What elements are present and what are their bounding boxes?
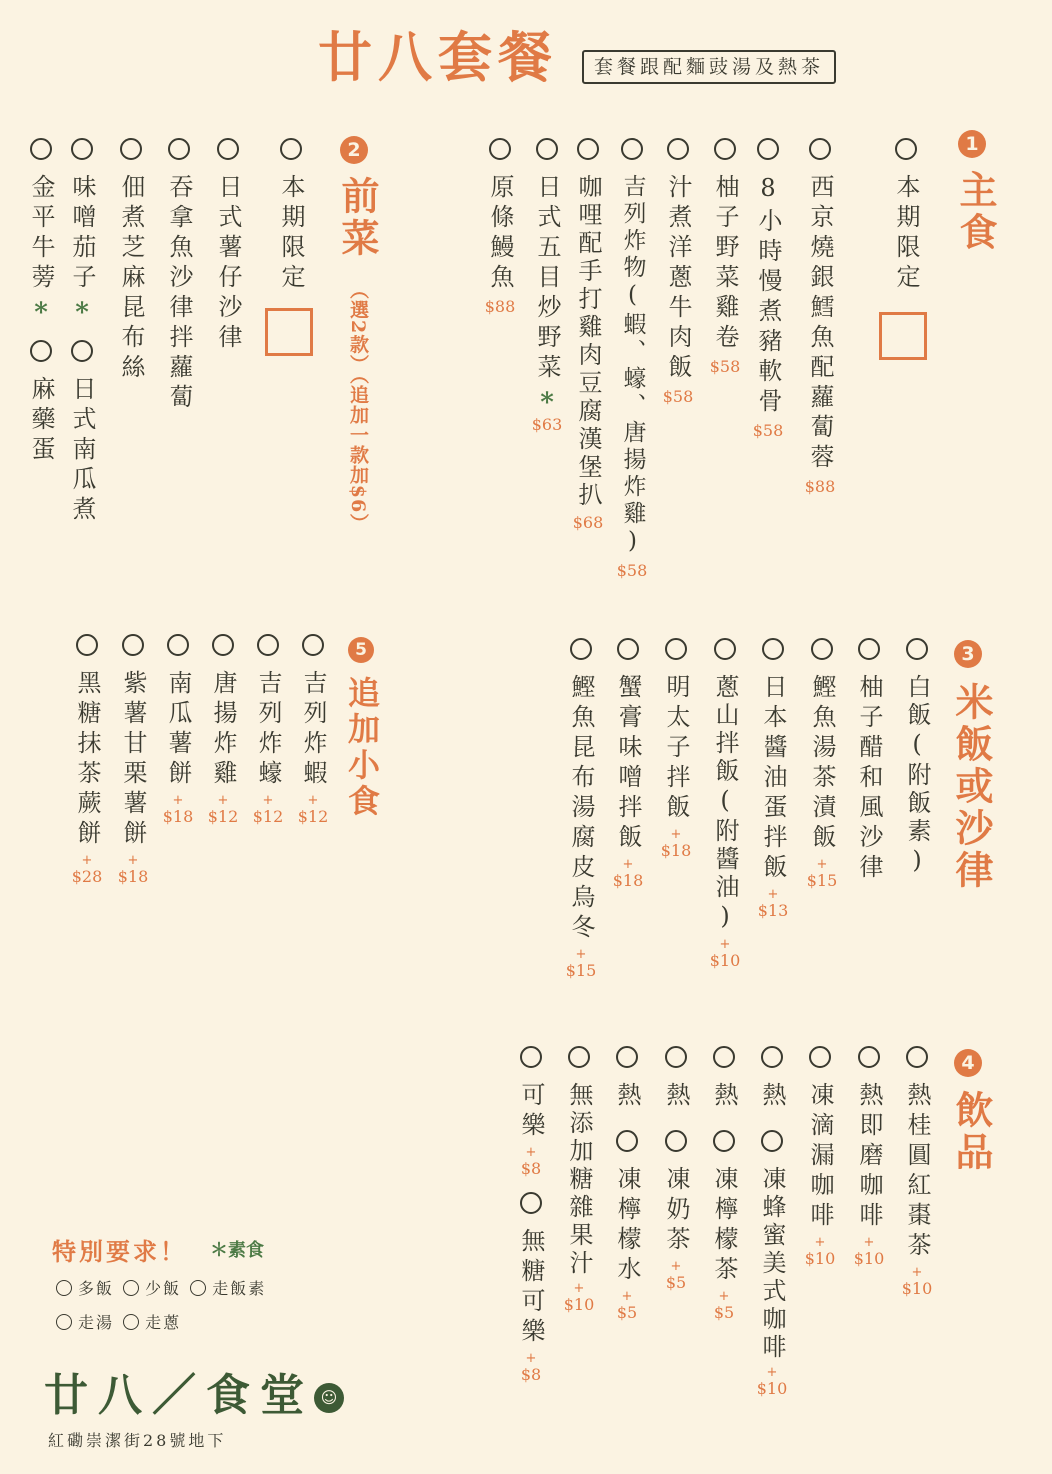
special-request-title: 特別要求！: [52, 1237, 187, 1266]
item-name: 日式五目炒野菜: [533, 174, 561, 384]
checkbox[interactable]: [71, 138, 93, 160]
checkbox[interactable]: [714, 138, 736, 160]
option-label: 走蔥: [145, 1313, 182, 1332]
checkbox[interactable]: [761, 1046, 783, 1068]
rice-item[interactable]: 蟹膏味噌拌飯 + $18: [613, 638, 643, 890]
checkbox[interactable]: [809, 138, 831, 160]
item-name-extra: 凍奶茶: [662, 1166, 690, 1256]
section-number-4: 4: [954, 1049, 982, 1077]
checkbox[interactable]: [762, 638, 784, 660]
item-name: 日本醬油蛋拌飯: [759, 674, 787, 884]
item-price: $12: [207, 807, 239, 826]
item-price: $10: [709, 951, 741, 970]
checkbox[interactable]: [617, 638, 639, 660]
main-item[interactable]: [663, 138, 693, 406]
section-number-3: 3: [954, 640, 982, 668]
item-name: 白飯(附飯素): [903, 674, 931, 878]
item-price: $15: [806, 871, 838, 890]
limited-item-box: [265, 308, 313, 356]
drink-item[interactable]: 可樂 + $8 無糖可樂 + $8: [516, 1046, 546, 1384]
item-name-extra: 日式南瓜煮: [68, 376, 96, 526]
snack-item[interactable]: 吉列炸蝦 + $12: [298, 634, 328, 826]
special-options-row-2: [54, 1310, 181, 1333]
checkbox[interactable]: [621, 138, 643, 160]
checkbox[interactable]: [302, 634, 324, 656]
drink-item[interactable]: 熱 凍蜂蜜美式咖啡 + $10: [757, 1046, 787, 1398]
item-price: $58: [709, 357, 741, 376]
item-price: $10: [853, 1249, 885, 1268]
checkbox[interactable]: [217, 138, 239, 160]
item-price: $63: [531, 415, 563, 434]
item-price: $68: [572, 513, 604, 532]
item-name: 原條鰻魚: [486, 174, 514, 294]
item-price: $12: [252, 807, 284, 826]
checkbox[interactable]: [120, 138, 142, 160]
checkbox[interactable]: [280, 138, 302, 160]
checkbox[interactable]: [76, 634, 98, 656]
checkbox[interactable]: [809, 1046, 831, 1068]
item-price: $58: [616, 561, 648, 580]
item-name: 唐揚炸雞: [209, 670, 237, 790]
item-price: $58: [662, 387, 694, 406]
section-title-rice: 米飯或沙律: [949, 682, 994, 892]
item-name: 汁煮洋蔥牛肉飯: [664, 174, 692, 384]
item-name: 熱: [662, 1082, 690, 1112]
main-item[interactable]: [805, 138, 835, 496]
item-name-extra: 無糖可樂: [517, 1228, 545, 1348]
item-name: 熱: [613, 1082, 641, 1112]
item-price: $5: [616, 1303, 638, 1322]
option-label: 走飯素: [212, 1279, 267, 1298]
checkbox[interactable]: [30, 138, 52, 160]
section-number-1: 1: [958, 130, 986, 158]
section-number-2: 2: [340, 136, 368, 164]
item-name: 熱桂圓紅棗茶: [903, 1082, 931, 1262]
section-title-drinks: 飲品: [949, 1090, 994, 1174]
checkbox[interactable]: [714, 638, 736, 660]
menu-subtitle: 套餐跟配麵豉湯及熱茶: [582, 50, 836, 84]
appetizer-item[interactable]: [276, 138, 306, 356]
snack-item[interactable]: 南瓜薯餅 + $18: [163, 634, 193, 826]
checkbox[interactable]: [71, 340, 93, 362]
drink-item[interactable]: 熱 凍奶茶 + $5: [661, 1046, 691, 1292]
checkbox[interactable]: [536, 138, 558, 160]
checkbox[interactable]: [616, 1130, 638, 1152]
checkbox[interactable]: [713, 1046, 735, 1068]
checkbox[interactable]: [713, 1130, 735, 1152]
item-price: $10: [804, 1249, 836, 1268]
rice-item[interactable]: 鰹魚昆布湯腐皮烏冬 + $15: [566, 638, 596, 980]
checkbox[interactable]: [123, 1280, 139, 1296]
item-price: $5: [713, 1303, 735, 1322]
section-number-5: 5: [348, 637, 374, 663]
main-item[interactable]: [617, 138, 647, 580]
item-name: 熱: [710, 1082, 738, 1112]
item-name: 明太子拌飯: [662, 674, 690, 824]
item-price: $10: [756, 1379, 788, 1398]
item-price: $8: [520, 1159, 542, 1178]
item-name: 南瓜薯餅: [164, 670, 192, 790]
checkbox[interactable]: [616, 1046, 638, 1068]
item-price: $88: [484, 297, 516, 316]
item-name: 本期限定: [892, 174, 920, 294]
checkbox[interactable]: [190, 1280, 206, 1296]
checkbox[interactable]: [30, 340, 52, 362]
item-price: $18: [612, 871, 644, 890]
item-price: $18: [162, 807, 194, 826]
item-name: 熱即磨咖啡: [855, 1082, 883, 1232]
item-price: $8: [520, 1365, 542, 1384]
checkbox[interactable]: [895, 138, 917, 160]
drink-item[interactable]: 熱即磨咖啡 + $10: [854, 1046, 884, 1268]
section-title-appetizer: 前菜: [335, 176, 380, 260]
item-price: $88: [804, 477, 836, 496]
item-price: $18: [117, 867, 149, 886]
checkbox[interactable]: [167, 634, 189, 656]
checkbox[interactable]: [568, 1046, 590, 1068]
item-name: 金平牛蒡: [27, 174, 55, 294]
checkbox[interactable]: [577, 138, 599, 160]
item-price: $10: [901, 1279, 933, 1298]
checkbox[interactable]: [168, 138, 190, 160]
checkbox[interactable]: [665, 1046, 687, 1068]
item-name: 味噌茄子: [68, 174, 96, 294]
drink-item[interactable]: 熱桂圓紅棗茶 + $10: [902, 1046, 932, 1298]
vegetarian-mark: *: [34, 298, 48, 328]
item-name: 吉列炸蠔: [254, 670, 282, 790]
checkbox[interactable]: [667, 138, 689, 160]
item-name: 日式薯仔沙律: [214, 174, 242, 354]
item-price: $15: [565, 961, 597, 980]
item-name: 咖哩配手打雞肉豆腐漢堡扒: [574, 174, 602, 510]
rice-item[interactable]: 鰹魚湯茶漬飯 + $15: [807, 638, 837, 890]
item-name: 黑糖抹茶蕨餅: [73, 670, 101, 850]
vegetarian-legend: ＊素食: [210, 1240, 264, 1261]
item-price: $18: [660, 841, 692, 860]
item-name: 無添加糖雜果汁: [565, 1082, 593, 1278]
item-price: $13: [757, 901, 789, 920]
checkbox[interactable]: [212, 634, 234, 656]
rice-item[interactable]: 日本醬油蛋拌飯 + $13: [758, 638, 788, 920]
main-item[interactable]: [485, 138, 515, 316]
appetizer-item[interactable]: [164, 138, 194, 418]
checkbox[interactable]: [520, 1192, 542, 1214]
item-name: 蔥山拌飯(附醬油): [711, 674, 739, 934]
item-name-extra: 凍檸檬茶: [710, 1166, 738, 1286]
appetizer-item[interactable]: [213, 138, 243, 358]
item-name: 吉列炸蝦: [299, 670, 327, 790]
main-item[interactable]: [891, 138, 921, 360]
special-options-row-1: [54, 1276, 266, 1299]
checkbox[interactable]: [761, 1130, 783, 1152]
snack-item[interactable]: 黑糖抹茶蕨餅 + $28: [72, 634, 102, 886]
item-name: 8小時慢煮豬軟骨: [754, 174, 782, 418]
checkbox[interactable]: [257, 634, 279, 656]
checkbox[interactable]: [56, 1280, 72, 1296]
section-title-main: 主食: [953, 170, 998, 254]
address: 紅磡崇潔街28號地下: [48, 1431, 227, 1450]
option-label: 少飯: [145, 1279, 182, 1298]
checkbox[interactable]: [122, 634, 144, 656]
appetizer-item[interactable]: [67, 138, 97, 530]
snack-item[interactable]: 紫薯甘栗薯餅 + $18: [118, 634, 148, 886]
item-name: 佃煮芝麻昆布絲: [117, 174, 145, 384]
checkbox[interactable]: [665, 1130, 687, 1152]
appetizer-item[interactable]: [26, 138, 56, 470]
item-name: 可樂: [517, 1082, 545, 1142]
item-name-extra: 凍檸檬水: [613, 1166, 641, 1286]
rice-item[interactable]: [902, 638, 932, 882]
rice-item[interactable]: 明太子拌飯 + $18: [661, 638, 691, 860]
snack-item[interactable]: 吉列炸蠔 + $12: [253, 634, 283, 826]
item-name: 柚子野菜雞卷: [711, 174, 739, 354]
smile-icon: ☺: [314, 1383, 344, 1413]
checkbox[interactable]: [858, 1046, 880, 1068]
menu-title: 廿八套餐: [318, 25, 558, 89]
item-price: $58: [752, 421, 784, 440]
checkbox[interactable]: [811, 638, 833, 660]
checkbox[interactable]: [906, 1046, 928, 1068]
drink-item[interactable]: 凍滴漏咖啡 + $10: [805, 1046, 835, 1268]
item-name: 西京燒銀鱈魚配蘿蔔蓉: [806, 174, 834, 474]
item-price: $5: [665, 1273, 687, 1292]
main-item[interactable]: [710, 138, 740, 376]
checkbox[interactable]: [858, 638, 880, 660]
item-name: 熱: [758, 1082, 786, 1112]
item-name: 吉列炸物(蝦、蠔、唐揚炸雞): [619, 174, 646, 558]
item-name: 凍滴漏咖啡: [806, 1082, 834, 1232]
snack-item[interactable]: 唐揚炸雞 + $12: [208, 634, 238, 826]
main-item[interactable]: [573, 138, 603, 532]
brand-logo-text: 廿八／食堂: [44, 1370, 314, 1421]
item-name: 本期限定: [277, 174, 305, 294]
rice-item[interactable]: [854, 638, 884, 888]
item-name: 紫薯甘栗薯餅: [119, 670, 147, 850]
item-price: $28: [71, 867, 103, 886]
limited-item-box: [879, 312, 927, 360]
vegetarian-mark: *: [540, 388, 554, 418]
item-name: 吞拿魚沙律拌蘿蔔: [165, 174, 193, 414]
main-item[interactable]: [532, 138, 562, 434]
checkbox[interactable]: [757, 138, 779, 160]
item-name: 蟹膏味噌拌飯: [614, 674, 642, 854]
main-item[interactable]: [753, 138, 783, 440]
section-title-snacks: 追加小食: [343, 676, 381, 820]
checkbox[interactable]: [906, 638, 928, 660]
item-name: 鰹魚湯茶漬飯: [808, 674, 836, 854]
checkbox[interactable]: [520, 1046, 542, 1068]
checkbox[interactable]: [56, 1314, 72, 1330]
option-label: 走湯: [78, 1313, 115, 1332]
checkbox[interactable]: [665, 638, 687, 660]
checkbox[interactable]: [123, 1314, 139, 1330]
appetizer-note: （選2款）（追加一款加$6）: [347, 280, 369, 534]
drink-item[interactable]: 熱 凍檸檬水 + $5: [612, 1046, 642, 1322]
checkbox[interactable]: [570, 638, 592, 660]
checkbox[interactable]: [489, 138, 511, 160]
option-label: 多飯: [78, 1279, 115, 1298]
item-price: $12: [297, 807, 329, 826]
item-price: $10: [563, 1295, 595, 1314]
vegetarian-mark: *: [75, 298, 89, 328]
drink-item[interactable]: 無添加糖雜果汁 + $10: [564, 1046, 594, 1314]
rice-item[interactable]: 蔥山拌飯(附醬油) + $10: [710, 638, 740, 970]
item-name: 柚子醋和風沙律: [855, 674, 883, 884]
drink-item[interactable]: 熱 凍檸檬茶 + $5: [709, 1046, 739, 1322]
item-name-extra: 凍蜂蜜美式咖啡: [758, 1166, 786, 1362]
appetizer-item[interactable]: [116, 138, 146, 388]
item-name: 鰹魚昆布湯腐皮烏冬: [567, 674, 595, 944]
item-name-extra: 麻藥蛋: [27, 376, 55, 466]
